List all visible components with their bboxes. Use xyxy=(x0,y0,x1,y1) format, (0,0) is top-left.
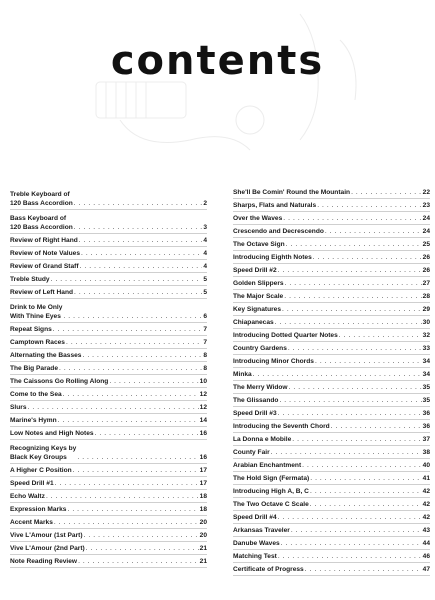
toc-entry[interactable] xyxy=(233,537,430,550)
toc-entry-title: Introducing Eighth Notes xyxy=(233,254,312,261)
toc-leader-dots xyxy=(253,370,422,379)
toc-entry-page: 42 xyxy=(422,514,430,521)
toc-entry-page: 7 xyxy=(203,326,207,333)
toc-leader-dots xyxy=(310,487,422,496)
toc-entry-title: Review of Right Hand xyxy=(10,237,78,244)
toc-entry[interactable] xyxy=(233,381,430,394)
toc-leader-dots xyxy=(275,318,422,327)
toc-leader-dots xyxy=(305,565,422,574)
toc-entry-page: 25 xyxy=(422,241,430,248)
toc-entry-title: Country Gardens xyxy=(233,345,287,352)
toc-leader-dots xyxy=(78,557,199,566)
toc-entry[interactable] xyxy=(10,427,207,440)
toc-leader-dots xyxy=(278,266,422,275)
toc-entry[interactable] xyxy=(233,524,430,537)
toc-leader-dots xyxy=(286,240,422,249)
toc-entry[interactable] xyxy=(233,225,430,238)
toc-leader-dots xyxy=(74,199,203,208)
toc-entry-page: 47 xyxy=(422,566,430,573)
toc-entry-page: 21 xyxy=(199,545,207,552)
toc-leader-dots xyxy=(310,500,422,509)
toc-leader-dots xyxy=(302,461,422,470)
toc-entry[interactable] xyxy=(233,212,430,225)
toc-entry[interactable] xyxy=(233,368,430,381)
toc-leader-dots xyxy=(53,325,203,334)
toc-entry-page: 35 xyxy=(422,397,430,404)
toc-leader-dots xyxy=(51,275,203,284)
toc-entry[interactable] xyxy=(10,273,207,286)
toc-leader-dots xyxy=(283,214,421,223)
toc-entry-title: Sharps, Flats and Naturals xyxy=(233,202,317,209)
toc-entry-title: Speed Drill #3 xyxy=(233,410,277,417)
toc-entry[interactable] xyxy=(233,550,430,563)
toc-entry-title: Arabian Enchantment xyxy=(233,462,302,469)
toc-entry-page: 16 xyxy=(199,454,207,461)
toc-entry-page: 20 xyxy=(199,532,207,539)
toc-entry-title: Introducing Minor Chords xyxy=(233,358,314,365)
toc-entry[interactable] xyxy=(10,516,207,529)
toc-entry-title: County Fair xyxy=(233,449,270,456)
toc-entry-page: 12 xyxy=(199,391,207,398)
toc-entry[interactable] xyxy=(233,355,430,368)
toc-leader-dots xyxy=(285,279,422,288)
toc-entry-title: Treble Keyboard of 120 Bass Accordion xyxy=(10,191,73,207)
toc-entry[interactable] xyxy=(233,485,430,498)
toc-entry[interactable] xyxy=(233,407,430,420)
toc-entry-page: 27 xyxy=(422,280,430,287)
toc-entry-page: 28 xyxy=(422,293,430,300)
toc-leader-dots xyxy=(278,513,422,522)
toc-entry-page: 5 xyxy=(203,289,207,296)
toc-leader-dots xyxy=(73,466,199,475)
toc-entry-page: 24 xyxy=(422,215,430,222)
toc-entry-title: The Caissons Go Rolling Along xyxy=(10,378,109,385)
toc-entry-title: Danube Waves xyxy=(233,540,280,547)
toc-entry-page: 42 xyxy=(422,488,430,495)
toc-entry[interactable] xyxy=(10,349,207,362)
toc-entry-page: 8 xyxy=(203,365,207,372)
toc-entry[interactable] xyxy=(233,394,430,407)
toc-entry-page: 17 xyxy=(199,480,207,487)
toc-entry[interactable] xyxy=(10,362,207,375)
toc-entry[interactable] xyxy=(233,316,430,329)
toc-entry[interactable] xyxy=(10,247,207,260)
toc-leader-dots xyxy=(279,396,421,405)
toc-entry-title: Review of Grand Staff xyxy=(10,263,79,270)
toc-entry[interactable] xyxy=(233,238,430,251)
toc-leader-dots xyxy=(80,262,203,271)
toc-leader-dots xyxy=(278,409,422,418)
toc-leader-dots xyxy=(284,292,421,301)
toc-leader-dots xyxy=(46,492,199,501)
toc-entry-page: 33 xyxy=(422,345,430,352)
toc-leader-dots xyxy=(109,377,198,386)
toc-entry[interactable] xyxy=(10,375,207,388)
toc-entry-title: Certificate of Progress xyxy=(233,566,304,573)
toc-entry[interactable] xyxy=(10,529,207,542)
toc-entry-title: Expression Marks xyxy=(10,506,67,513)
toc-entry-page: 4 xyxy=(203,237,207,244)
toc-entry[interactable] xyxy=(10,260,207,273)
toc-entry-title: Camptown Races xyxy=(10,339,65,346)
toc-entry-title: La Donna e Mobile xyxy=(233,436,292,443)
toc-entry[interactable] xyxy=(233,303,430,316)
toc-entry-page: 5 xyxy=(203,276,207,283)
toc-entry[interactable] xyxy=(233,498,430,511)
toc-entry[interactable] xyxy=(10,286,207,299)
toc-entry-page: 22 xyxy=(422,189,430,196)
toc-entry[interactable] xyxy=(233,563,430,576)
toc-entry-title: Alternating the Basses xyxy=(10,352,82,359)
toc-entry-title: A Higher C Position xyxy=(10,467,72,474)
toc-leader-dots xyxy=(331,422,422,431)
toc-entry[interactable] xyxy=(10,477,207,490)
toc-leader-dots xyxy=(289,383,422,392)
toc-entry[interactable] xyxy=(233,264,430,277)
toc-entry[interactable] xyxy=(10,401,207,414)
toc-entry[interactable] xyxy=(10,542,207,555)
toc-leader-dots xyxy=(288,344,422,353)
toc-entry-page: 4 xyxy=(203,250,207,257)
toc-leader-dots xyxy=(77,453,198,462)
toc-entry-title: Speed Drill #2 xyxy=(233,267,277,274)
toc-entry-title: Marine's Hymn xyxy=(10,417,57,424)
toc-entry-title: Treble Study xyxy=(10,276,50,283)
toc-entry-title: Vive L'Amour (1st Part) xyxy=(10,532,83,539)
toc-entry-page: 7 xyxy=(203,339,207,346)
toc-entry-title: The Octave Sign xyxy=(233,241,285,248)
toc-entry[interactable] xyxy=(233,277,430,290)
toc-leader-dots xyxy=(281,539,422,548)
toc-entry-page: 21 xyxy=(199,558,207,565)
toc-entry-title: Introducing High A, B, C xyxy=(233,488,309,495)
toc-leader-dots xyxy=(81,249,202,258)
toc-entry-page: 26 xyxy=(422,267,430,274)
toc-entry-title: Speed Drill #4 xyxy=(233,514,277,521)
toc-entry-page: 32 xyxy=(422,332,430,339)
toc-entry-page: 26 xyxy=(422,254,430,261)
toc-entry-title: Arkansas Traveler xyxy=(233,527,290,534)
toc-entry[interactable] xyxy=(233,446,430,459)
toc-entry[interactable] xyxy=(10,323,207,336)
toc-leader-dots xyxy=(54,518,199,527)
toc-leader-dots xyxy=(59,364,202,373)
toc-leader-dots xyxy=(339,331,422,340)
toc-entry-title: She'll Be Comin' Round the Mountain xyxy=(233,189,351,196)
toc-entry-page: 2 xyxy=(203,200,207,207)
toc-entry-page: 42 xyxy=(422,501,430,508)
toc-entry-title: The Merry Widow xyxy=(233,384,288,391)
toc-entry-title: Introducing the Seventh Chord xyxy=(233,423,330,430)
toc-entry-page: 46 xyxy=(422,553,430,560)
toc-entry-title: Minka xyxy=(233,371,252,378)
toc-entry-page: 35 xyxy=(422,384,430,391)
toc-entry-page: 38 xyxy=(422,449,430,456)
toc-entry-title: Note Reading Review xyxy=(10,558,78,565)
toc-leader-dots xyxy=(74,223,203,232)
toc-entry[interactable] xyxy=(10,440,207,464)
toc-leader-dots xyxy=(291,526,422,535)
toc-leader-dots xyxy=(351,188,422,197)
toc-entry-title: Bass Keyboard of 120 Bass Accordion xyxy=(10,215,73,231)
toc-entry-page: 14 xyxy=(199,417,207,424)
toc-leader-dots xyxy=(58,416,199,425)
toc-entry-page: 23 xyxy=(422,202,430,209)
toc-entry[interactable] xyxy=(233,290,430,303)
toc-leader-dots xyxy=(282,305,422,314)
toc-entry[interactable] xyxy=(10,503,207,516)
toc-entry-title: The Major Scale xyxy=(233,293,284,300)
toc-leader-dots xyxy=(63,312,202,321)
toc-entry[interactable] xyxy=(10,464,207,477)
toc-entry-page: 34 xyxy=(422,358,430,365)
accordion-watermark-illustration xyxy=(0,0,435,190)
toc-entry[interactable] xyxy=(10,388,207,401)
toc-entry[interactable] xyxy=(233,511,430,524)
toc-entry[interactable] xyxy=(10,490,207,503)
toc-leader-dots xyxy=(317,201,421,210)
toc-leader-dots xyxy=(86,544,199,553)
toc-leader-dots xyxy=(55,479,199,488)
toc-entry[interactable] xyxy=(233,342,430,355)
toc-entry-page: 18 xyxy=(199,493,207,500)
toc-entry-page: 24 xyxy=(422,228,430,235)
toc-entry-page: 30 xyxy=(422,319,430,326)
toc-leader-dots xyxy=(315,357,422,366)
toc-entry-page: 8 xyxy=(203,352,207,359)
toc-entry-page: 4 xyxy=(203,263,207,270)
toc-entry-page: 6 xyxy=(203,313,207,320)
toc-entry-title: Review of Note Values xyxy=(10,250,80,257)
toc-entry-title: The Two Octave C Scale xyxy=(233,501,309,508)
toc-entry-page: 17 xyxy=(199,467,207,474)
toc-leader-dots xyxy=(63,390,199,399)
toc-entry[interactable] xyxy=(233,186,430,199)
toc-leader-dots xyxy=(67,505,198,514)
toc-entry[interactable] xyxy=(10,186,207,210)
toc-entry-page: 3 xyxy=(203,224,207,231)
toc-leader-dots xyxy=(74,288,202,297)
toc-leader-dots xyxy=(84,531,199,540)
toc-entry-page: 10 xyxy=(199,378,207,385)
toc-right-column xyxy=(233,186,430,576)
page-title: contents xyxy=(110,38,325,84)
toc-entry-title: Introducing Dotted Quarter Notes xyxy=(233,332,338,339)
toc-entry-title: The Glissando xyxy=(233,397,279,404)
toc-entry-page: 16 xyxy=(199,430,207,437)
toc-entry-page: 36 xyxy=(422,410,430,417)
toc-leader-dots xyxy=(82,351,202,360)
toc-left-column xyxy=(10,186,207,568)
toc-entry-title: Low Notes and High Notes xyxy=(10,430,94,437)
toc-entry-title: Accent Marks xyxy=(10,519,53,526)
toc-entry[interactable] xyxy=(233,329,430,342)
toc-entry-page: 41 xyxy=(422,475,430,482)
toc-entry-title: Recognizing Keys by Black Key Groups xyxy=(10,445,77,461)
toc-entry[interactable] xyxy=(233,420,430,433)
toc-entry-page: 43 xyxy=(422,527,430,534)
toc-entry[interactable] xyxy=(10,234,207,247)
toc-entry[interactable] xyxy=(233,472,430,485)
toc-leader-dots xyxy=(79,236,203,245)
toc-leader-dots xyxy=(271,448,422,457)
toc-entry-title: Echo Waltz xyxy=(10,493,45,500)
toc-entry-title: The Hold Sign (Fermata) xyxy=(233,475,310,482)
toc-entry-title: Slurs xyxy=(10,404,27,411)
toc-entry-title: Matching Test xyxy=(233,553,277,560)
toc-entry-title: Repeat Signs xyxy=(10,326,52,333)
toc-entry[interactable] xyxy=(233,199,430,212)
toc-entry[interactable] xyxy=(10,299,207,323)
toc-entry-title: Crescendo and Decrescendo xyxy=(233,228,324,235)
toc-entry-title: Over the Waves xyxy=(233,215,283,222)
toc-entry-title: Come to the Sea xyxy=(10,391,62,398)
toc-leader-dots xyxy=(292,435,421,444)
toc-entry-title: Golden Slippers xyxy=(233,280,284,287)
toc-entry[interactable] xyxy=(233,459,430,472)
toc-entry[interactable] xyxy=(10,555,207,568)
toc-entry[interactable] xyxy=(10,336,207,349)
toc-entry-title: Chiapanecas xyxy=(233,319,274,326)
toc-entry-page: 12 xyxy=(199,404,207,411)
toc-entry[interactable] xyxy=(10,210,207,234)
toc-entry-page: 40 xyxy=(422,462,430,469)
toc-entry-page: 18 xyxy=(199,506,207,513)
toc-leader-dots xyxy=(313,253,422,262)
toc-entry-page: 20 xyxy=(199,519,207,526)
toc-entry-title: Key Signatures xyxy=(233,306,282,313)
toc-entry[interactable] xyxy=(233,251,430,264)
toc-entry-page: 34 xyxy=(422,371,430,378)
toc-leader-dots xyxy=(325,227,422,236)
toc-leader-dots xyxy=(95,429,199,438)
toc-entry-title: The Big Parade xyxy=(10,365,59,372)
toc-leader-dots xyxy=(66,338,202,347)
toc-leader-dots xyxy=(278,552,422,561)
toc-entry-page: 37 xyxy=(422,436,430,443)
toc-leader-dots xyxy=(28,403,199,412)
toc-leader-dots xyxy=(310,474,421,483)
toc-entry-title: Review of Left Hand xyxy=(10,289,74,296)
toc-entry-page: 44 xyxy=(422,540,430,547)
toc-entry-page: 36 xyxy=(422,423,430,430)
toc-entry-page: 29 xyxy=(422,306,430,313)
toc-entry-title: Vive L'Amour (2nd Part) xyxy=(10,545,85,552)
toc-entry[interactable] xyxy=(233,433,430,446)
toc-entry-title: Speed Drill #1 xyxy=(10,480,54,487)
toc-entry[interactable] xyxy=(10,414,207,427)
toc-entry-title: Drink to Me Only With Thine Eyes xyxy=(10,304,63,320)
